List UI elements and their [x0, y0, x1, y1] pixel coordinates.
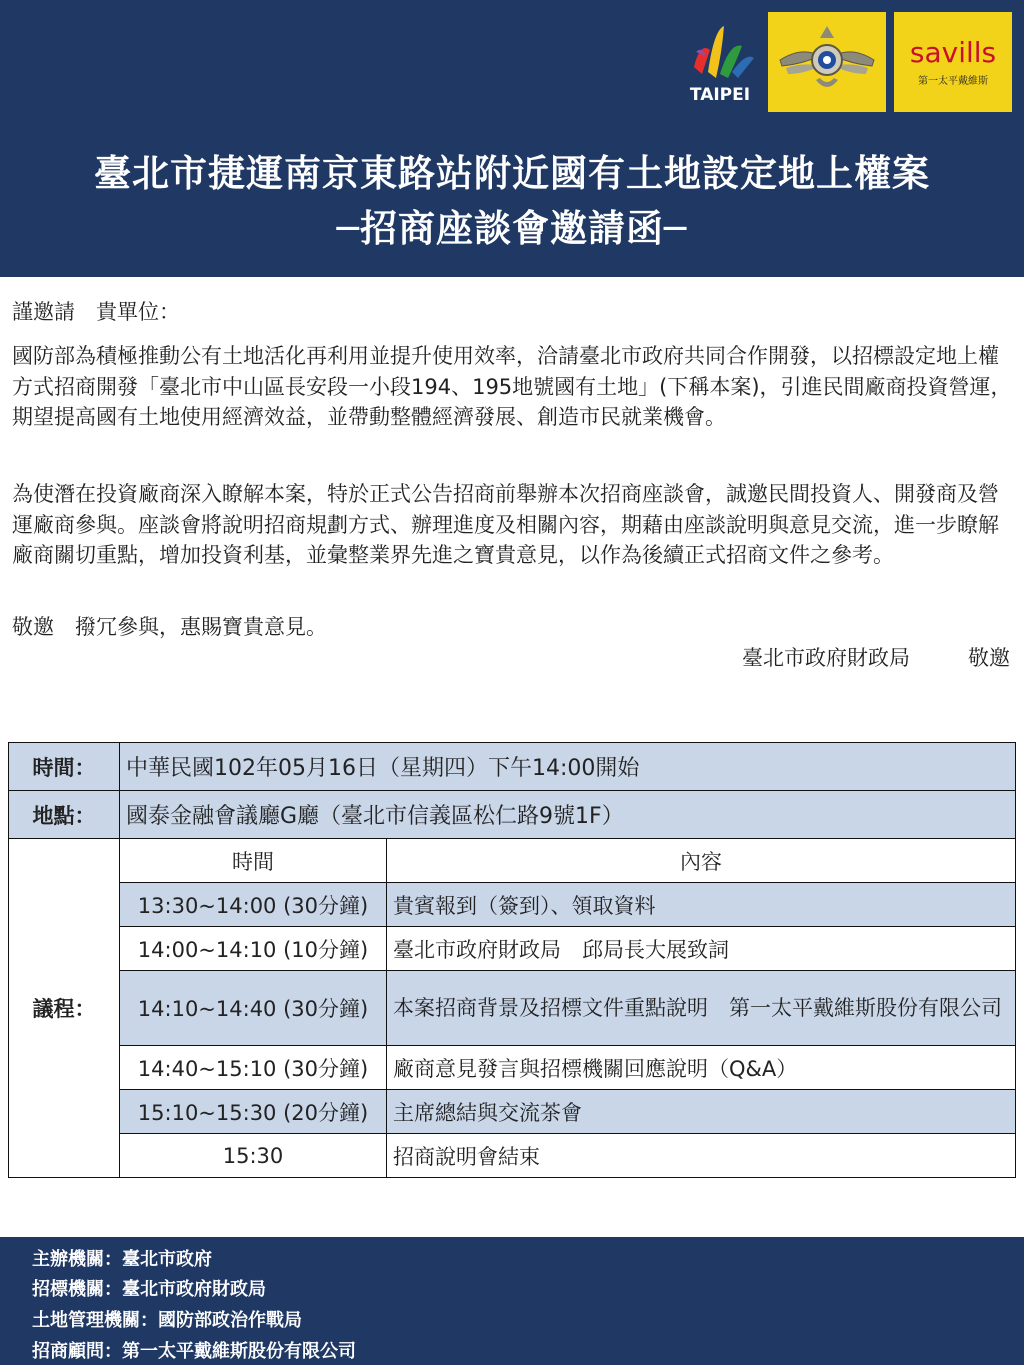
- signature-org: 臺北市政府財政局: [742, 646, 910, 670]
- agenda-content: 廠商意見發言與招標機關回應說明（Q&A）: [387, 1046, 1016, 1090]
- table-row: [9, 883, 1016, 927]
- taipei-logo: [680, 12, 760, 112]
- agenda-col-time: 時間: [120, 839, 387, 883]
- page-subtitle: ─招商座談會邀請函─: [336, 207, 688, 250]
- schedule-table: [8, 742, 1016, 1178]
- agenda-content: 貴賓報到（簽到）、領取資料: [387, 883, 1016, 927]
- organizer-land: 土地管理機關：國防部政治作戰局: [32, 1310, 302, 1331]
- taipei-logo-text: TAIPEI: [689, 85, 751, 105]
- signature-word: 敬邀: [968, 646, 1010, 670]
- agenda-time: 14:10~14:40 (30分鐘): [120, 971, 387, 1046]
- place-label: 地點：: [9, 791, 120, 839]
- table-row: [9, 1046, 1016, 1090]
- agenda-time: 15:30: [120, 1134, 387, 1178]
- logo-group: [680, 12, 1012, 112]
- greeting: 謹邀請 貴單位：: [12, 300, 180, 324]
- agenda-header-row: [9, 839, 1016, 883]
- agenda-col-content: 內容: [387, 839, 1016, 883]
- table-row: [9, 927, 1016, 971]
- agenda-content: 臺北市政府財政局 邱局長大展致詞: [387, 927, 1016, 971]
- savills-logo-text: savills: [909, 35, 997, 69]
- page-title: 臺北市捷運南京東路站附近國有土地設定地上權案: [94, 152, 930, 195]
- agenda-time: 14:40~15:10 (30分鐘): [120, 1046, 387, 1090]
- time-value: 中華民國102年05月16日（星期四）下午14:00開始: [120, 743, 1016, 791]
- table-row: [9, 1090, 1016, 1134]
- taipei-logo-icon: [680, 12, 760, 112]
- agenda-content: 主席總結與交流茶會: [387, 1090, 1016, 1134]
- place-row: [9, 791, 1016, 839]
- paragraph-purpose: 為使潛在投資廠商深入瞭解本案，特於正式公告招商前舉辦本次招商座談會，誠邀民間投資人、開發商及營運廠商參與。座談會將說明招商規劃方式、辦理進度及相關內容，期藉由座談說明與意見交流，進一步瞭解廠商關切重點，增加投資利基，並彙整業界先進之寶貴意見，以作為後續正式招商文件之參考。: [12, 482, 999, 567]
- time-label: 時間：: [9, 743, 120, 791]
- paragraph-intro: 國防部為積極推動公有土地活化再利用並提升使用效率，洽請臺北市政府共同合作開發，以招標設定地上權方式招商開發「臺北市中山區長安段一小段194、195地號國有土地」(下稱本案)，引進民間廠商投資營運，期望提高國有土地使用經濟效益，並帶動整體經濟發展、創造市民就業機會。: [12, 344, 1012, 429]
- savills-logo-subtext: 第一太平戴維斯: [918, 75, 988, 87]
- agenda-content: 本案招商背景及招標文件重點說明 第一太平戴維斯股份有限公司: [387, 971, 1016, 1046]
- agenda-label: 議程：: [9, 839, 120, 1178]
- time-row: [9, 743, 1016, 791]
- savills-logo: [894, 12, 1012, 112]
- agenda-time: 15:10~15:30 (20分鐘): [120, 1090, 387, 1134]
- air-force-emblem: [768, 12, 886, 112]
- agenda-time: 14:00~14:10 (10分鐘): [120, 927, 387, 971]
- organizer-footer: [0, 1237, 1024, 1365]
- signature: [742, 643, 1010, 673]
- organizer-consultant: 招商顧問：第一太平戴維斯股份有限公司: [32, 1341, 356, 1362]
- agenda-content: 招商說明會結束: [387, 1134, 1016, 1178]
- header-banner: [0, 0, 1024, 277]
- organizer-host: 主辦機關：臺北市政府: [32, 1249, 212, 1270]
- place-value: 國泰金融會議廳G廳（臺北市信義區松仁路9號1F）: [120, 791, 1016, 839]
- organizer-tender: 招標機關：臺北市政府財政局: [32, 1279, 266, 1300]
- table-row: [9, 1134, 1016, 1178]
- table-row: [9, 971, 1016, 1046]
- agenda-time: 13:30~14:00 (30分鐘): [120, 883, 387, 927]
- wings-emblem-icon: [772, 16, 882, 108]
- closing-line: 敬邀 撥冗參與，惠賜寶貴意見。: [12, 615, 327, 639]
